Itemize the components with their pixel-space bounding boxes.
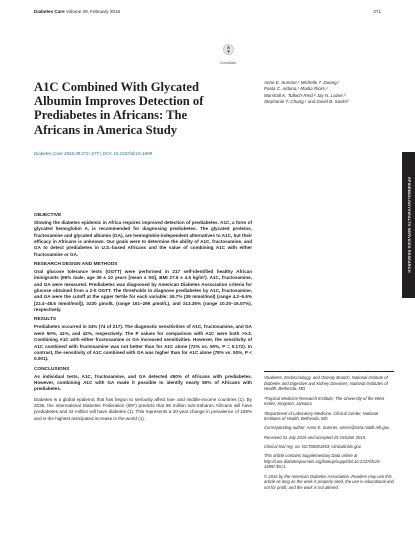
author-list [264, 80, 394, 106]
crossmark-badge[interactable] [219, 42, 237, 65]
methods-text: Oral glucose tolerance tests (OGTT) were performed in 217 self-identified healthy African immigrants (69% male, age 39 ± 10 years [mean ± SD], BMI 27.6 ± 4.5 kg/m²). A1C, fructosamine, and GA were measured. Prediabetes was diagnosed by American Diabetes Association criteria for glucose obtained from a 2-h OGTT. The thresholds to diagnose prediabetes by A1C, fructosamine, and GA were the cutoff at the upper tertile for each variable: ≥5.7% (39 mmol/mol) (range 4.2–6.6% [22.4–48.6 mmol/mol]), ≥230 μmol/L (range 161–269 μmol/L), and ≥13.35% (range 10.20–16.07%), respectively. [34, 269, 252, 313]
abstract [34, 213, 252, 426]
section-side-tab-label: EPIDEMIOLOGY/HEALTH SERVICES RESEARCH [406, 177, 411, 273]
running-head [34, 9, 381, 19]
trial-registration-note: Clinical trial reg. no. NCT00001853, clinicaltrials.gov. [264, 443, 362, 449]
supplementary-note[interactable]: This article contains Supplementary Data online at http://care.diabetesjournals.org/lookup/suppl/doi:10.2337/dc15-1699/-/DC1. [264, 453, 381, 470]
results-text: Prediabetes occurred in 34% (74 of 217). The diagnostic sensitivities of A1C, fructosamine, and GA were 50%, 41%, and 42%, respectively. The P values for comparison with A1C were both >0.3. Combining A1C with either fructosamine or GA increased sensitivities. However, the sensitivity of A1C combined with fructosamine was not better than for A1C alone (72% vs. 50%, P = 0.172). In contrast, the sensitivity of A1C combined with GA was higher than for A1C alone (78% vs. 50%, P < 0.001). [34, 324, 252, 362]
article-title: A1C Combined With Glycated Albumin Improves Detection of Prediabetes in Africans: The Africans in America Study [34, 80, 204, 137]
article-notes [264, 371, 394, 494]
methods-heading: RESEARCH DESIGN AND METHODS [34, 262, 118, 268]
notes-divider [264, 371, 394, 372]
author-line: Marshall K. Tulloch-Reid,² Jay N. Lozier,³ [264, 92, 346, 98]
author-line: Stephanie T. Chung,¹ and David B. Sacks³ [264, 99, 349, 105]
received-note: Received 31 July 2015 and accepted 25 October 2015. [264, 434, 367, 440]
results-heading: RESULTS [34, 317, 57, 323]
crossmark-label: CrossMark [219, 61, 237, 65]
affiliation-note: ³Department of Laboratory Medicine, Clinical Center, National Institutes of Health, Bethesda, MD [264, 410, 379, 422]
conclusions-text: As individual tests, A1C, fructosamine, and GA detected ≤50% of Africans with prediabetes. However, combining A1C with GA made it possible to identify nearly 80% of Africans with prediabetes. [34, 373, 252, 392]
introduction-text: Diabetes is a global epidemic that has begun to seriously affect low- and middle-income countries (1). By 2035, the International Diabetes Federation (IDF) predicts that 66 million sub-Saharan Africans will have prediabetes and 42 million will have diabetes (1). This represents a 20-year change in prevalence of 109% and is the highest anticipated increase in the world (1). [34, 396, 252, 421]
affiliation-note: ¹Diabetes, Endocrinology, and Obesity Branch, National Institute of Diabetes and Digestive and Kidney Diseases, National Institutes of Health, Bethesda, MD [264, 375, 388, 392]
affiliation-note: ²Tropical Medicine Research Institute, The University of the West Indies, Kingston, Jamaica [264, 395, 385, 407]
crossmark-icon [223, 44, 234, 55]
author-line: Anne E. Sumner,¹ Michelle T. Duong,¹ [264, 80, 340, 85]
section-side-tab [402, 152, 415, 298]
journal-name: Diabetes Care [34, 9, 65, 14]
author-line: Paola C. Aldana,¹ Madia Ricks,¹ [264, 86, 328, 92]
page-number: 271 [373, 9, 381, 14]
copyright-note: © 2016 by the American Diabetes Association. Readers may use this article as long as the work is properly cited, the use is educational and not for profit, and the work is not altered. [264, 473, 394, 491]
conclusions-heading: CONCLUSIONS [34, 366, 70, 372]
objective-text: Slowing the diabetes epidemic in Africa requires improved detection of prediabetes. A1C, a form of glycated hemoglobin A, is recommended for diagnosing prediabetes. The glycated proteins, fructosamine and glycated albumin (GA), are hemoglobin-independent alternatives to A1C, but their efficacy in Africans is unknown. Our goals were to determine the ability of A1C, fructosamine, and GA to detect prediabetes in U.S.-based Africans and the value of combining A1C with either fructosamine or GA. [34, 220, 252, 257]
objective-heading: OBJECTIVE [34, 213, 62, 218]
article-citation[interactable]: Diabetes Care 2016;39:271–277 | DOI: 10.2337/dc15-1699 [34, 151, 153, 156]
corresponding-author-note[interactable]: Corresponding author: Anne E. Sumner, annes@intra.niddk.nih.gov. [264, 425, 390, 431]
volume-info: Volume 39, February 2016 [65, 9, 121, 14]
